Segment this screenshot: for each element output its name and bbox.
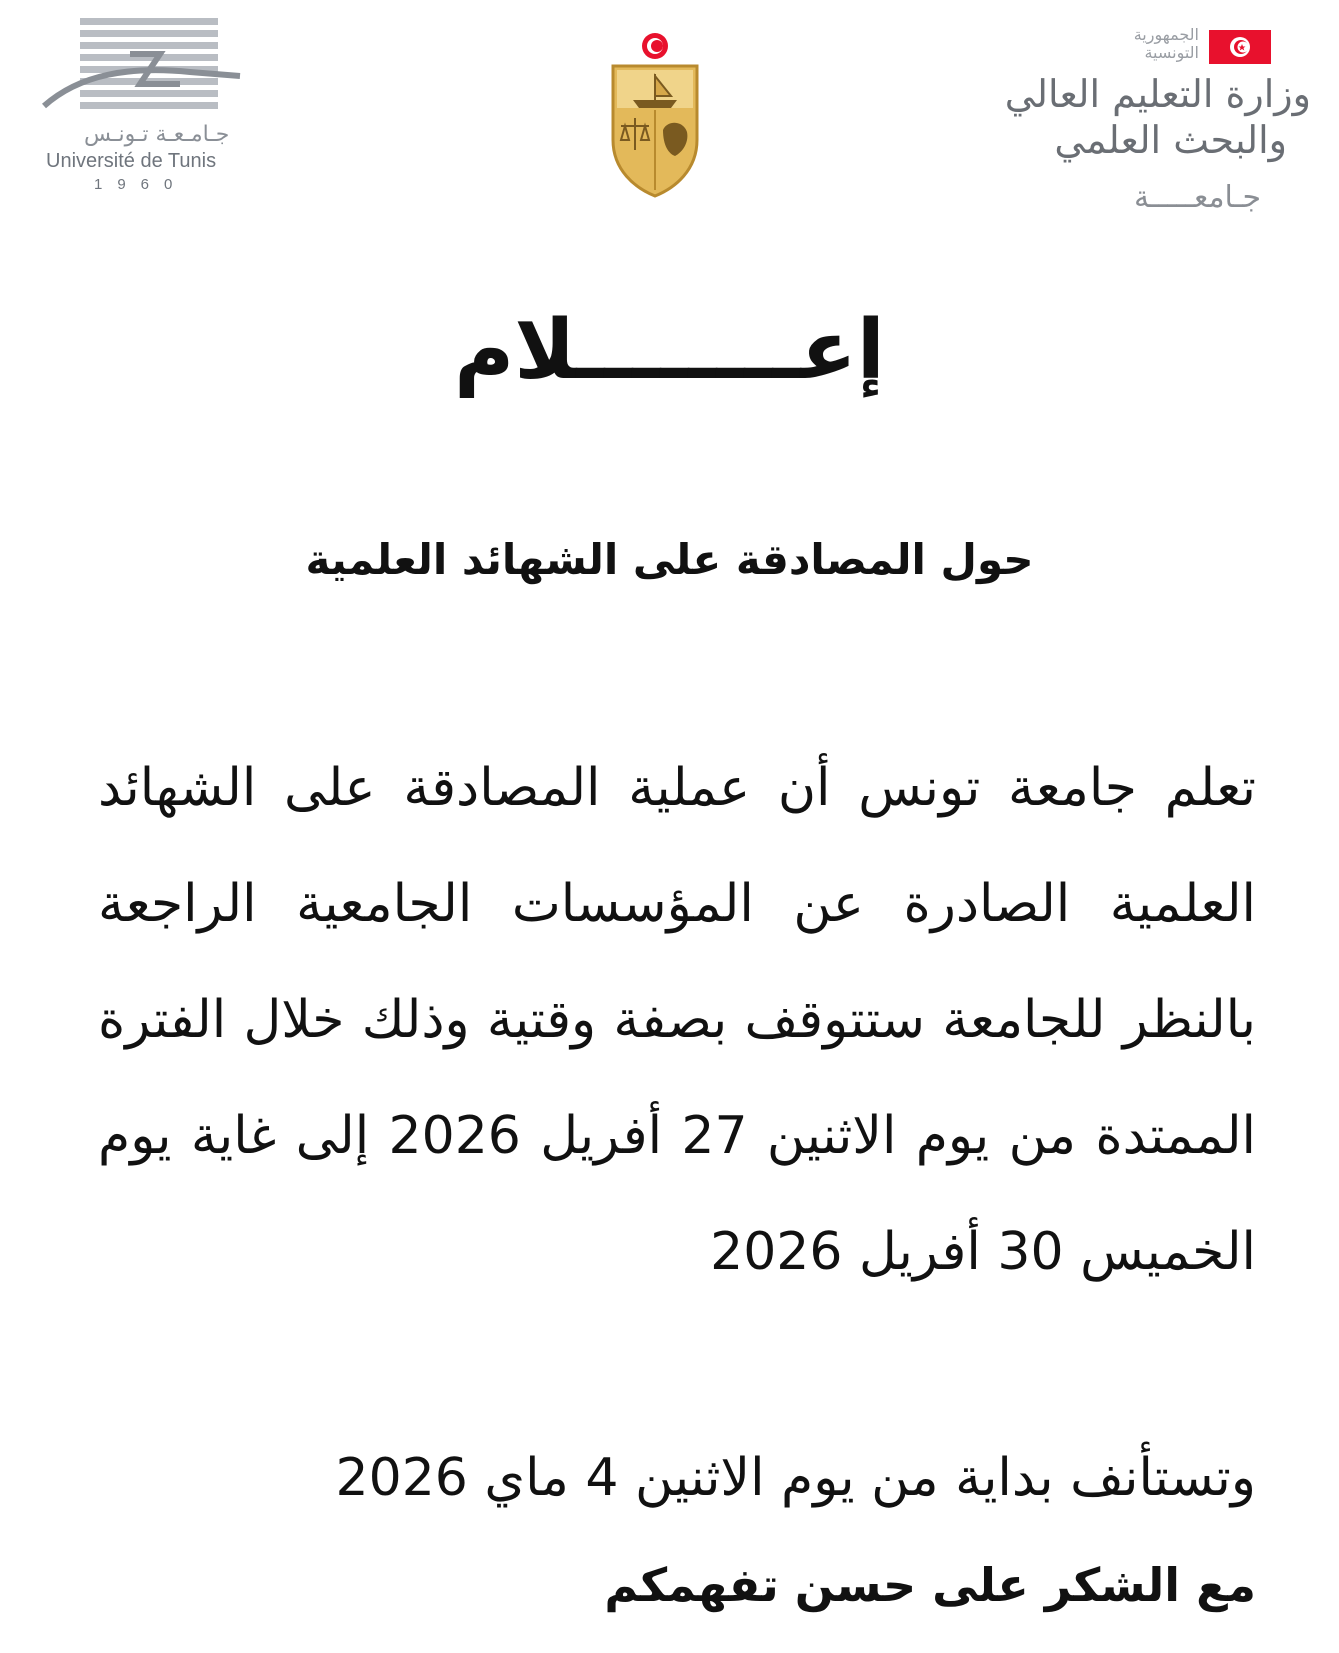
republic-line-1: الجمهورية: [1133, 25, 1199, 44]
republic-line-2: التونسية: [1144, 43, 1199, 62]
tunisia-coat-of-arms: [603, 30, 707, 200]
announcement-resume-date: وتستأنف بداية من يوم الاثنين 4 ماي 2026: [335, 1448, 1256, 1508]
announcement-thanks: مع الشكر على حسن تفهمكم: [604, 1558, 1256, 1612]
universite-de-tunis-logo: [40, 14, 250, 194]
announcement-title: إعــــــــلام: [454, 303, 885, 398]
universite-founding-year: 1960: [94, 176, 188, 193]
tunisia-flag-icon: [1209, 30, 1271, 64]
coat-of-arms-icon: [603, 30, 707, 200]
ministry-name-line-2: والبحث العلمي: [1054, 118, 1287, 162]
universite-de-tunis-mark-icon: [40, 14, 250, 124]
announcement-subtitle: حول المصادقة على الشهائد العلمية: [305, 535, 1034, 584]
universite-arabic-name: جـامـعـة تـونـس: [84, 122, 230, 147]
republic-name: [1099, 26, 1199, 62]
ministry-university-word: جـامعـــــة: [1133, 180, 1261, 215]
announcement-body: تعلم جامعة تونس أن عملية المصادقة على الشهائد العلمية الصادرة عن المؤسسات الجامعية الراجعة بالنظر للجامعة ستتوقف بصفة وقتية وذلك خلال الفترة الممتدة من يوم الاثنين 27 أفريل 2026 إلى غاية يوم الخميس 30 أفريل 2026: [98, 758, 1256, 1282]
ministry-name-line-1: وزارة التعليم العالي: [1004, 72, 1311, 116]
ministry-logo: [1001, 22, 1311, 222]
universite-latin-name: Université de Tunis: [46, 150, 217, 172]
